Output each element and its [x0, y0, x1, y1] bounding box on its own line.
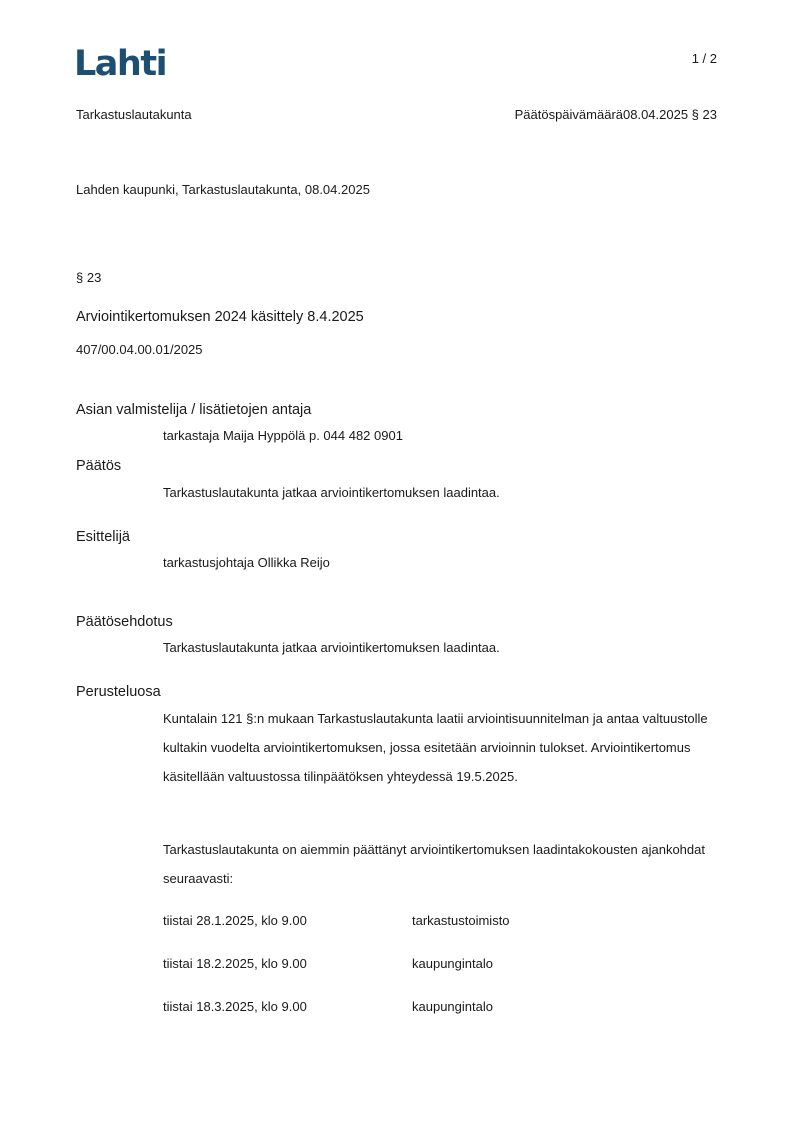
schedule-date: tiistai 18.2.2025, klo 9.00: [163, 956, 307, 971]
schedule-place: tarkastustoimisto: [412, 913, 510, 928]
presenter-value: tarkastusjohtaja Ollikka Reijo: [163, 555, 330, 570]
section-number: § 23: [76, 270, 102, 285]
proposal-heading: Päätösehdotus: [76, 614, 173, 630]
decision-date: Päätöspäivämäärä08.04.2025 § 23: [514, 107, 717, 122]
preparer-heading: Asian valmistelija / lisätietojen antaja: [76, 402, 312, 418]
decision-value: Tarkastuslautakunta jatkaa arviointikertomuksen laadintaa.: [163, 485, 500, 500]
page-number: 1 / 2: [691, 51, 717, 66]
rationale-paragraph-2: Tarkastuslautakunta on aiemmin päättänyt arviointikertomuksen laadintakokousten ajankohdat seuraavasti:: [163, 842, 705, 886]
schedule-date: tiistai 28.1.2025, klo 9.00: [163, 913, 307, 928]
decision-heading: Päätös: [76, 458, 122, 474]
schedule-date: tiistai 18.3.2025, klo 9.00: [163, 999, 307, 1014]
proposal-value: Tarkastuslautakunta jatkaa arviointikertomuksen laadintaa.: [163, 640, 500, 655]
record-id: 407/00.04.00.01/2025: [76, 342, 203, 357]
schedule-place: kaupungintalo: [412, 956, 493, 971]
presenter-heading: Esittelijä: [76, 529, 130, 545]
rationale-heading: Perusteluosa: [76, 684, 161, 700]
lahti-logo: Lahti: [74, 44, 167, 84]
organization-name: Tarkastuslautakunta: [76, 107, 192, 122]
meeting-line: Lahden kaupunki, Tarkastuslautakunta, 08.04.2025: [76, 182, 370, 197]
preparer-value: tarkastaja Maija Hyppölä p. 044 482 0901: [163, 428, 403, 443]
rationale-paragraph-1: Kuntalain 121 §:n mukaan Tarkastuslautakunta laatii arviointisuunnitelman ja antaa valtuustolle kultakin vuodelta arviointikertomuksen, jossa esitetään arvioinnin tulokset. Arviointikertomus käsitellään valtuustossa tilinpäätöksen yhteydessä 19.5.2025.: [163, 711, 708, 784]
schedule-place: kaupungintalo: [412, 999, 493, 1014]
document-title: Arviointikertomuksen 2024 käsittely 8.4.2025: [76, 309, 364, 325]
